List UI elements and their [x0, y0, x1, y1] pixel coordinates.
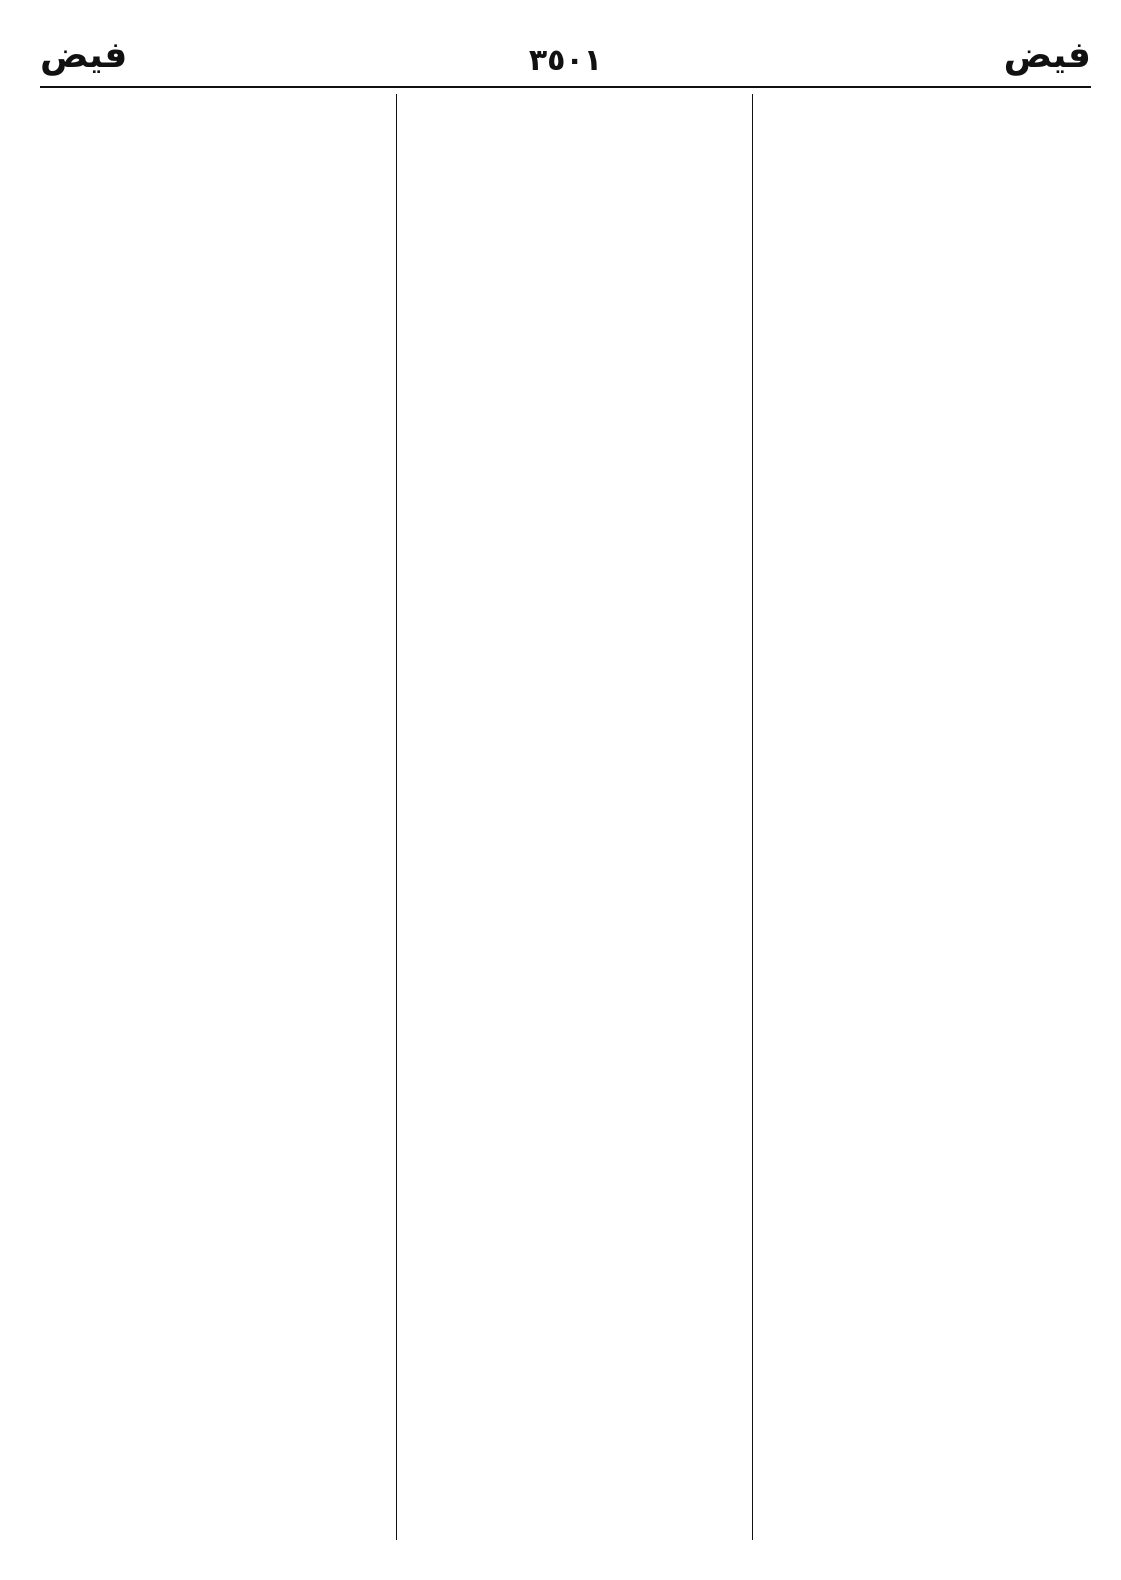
column-middle [415, 94, 735, 1540]
page-header [40, 28, 1091, 88]
column-left [40, 94, 360, 1540]
header-rule [40, 86, 1091, 88]
body-columns [40, 94, 1091, 1540]
guide-word-left: فيض [40, 35, 128, 76]
column-right [771, 94, 1091, 1540]
column-divider-right [752, 94, 753, 1540]
guide-word-right: فيض [1003, 35, 1091, 76]
page-number: ٣٥٠١ [528, 43, 603, 78]
column-divider-left [396, 94, 397, 1540]
